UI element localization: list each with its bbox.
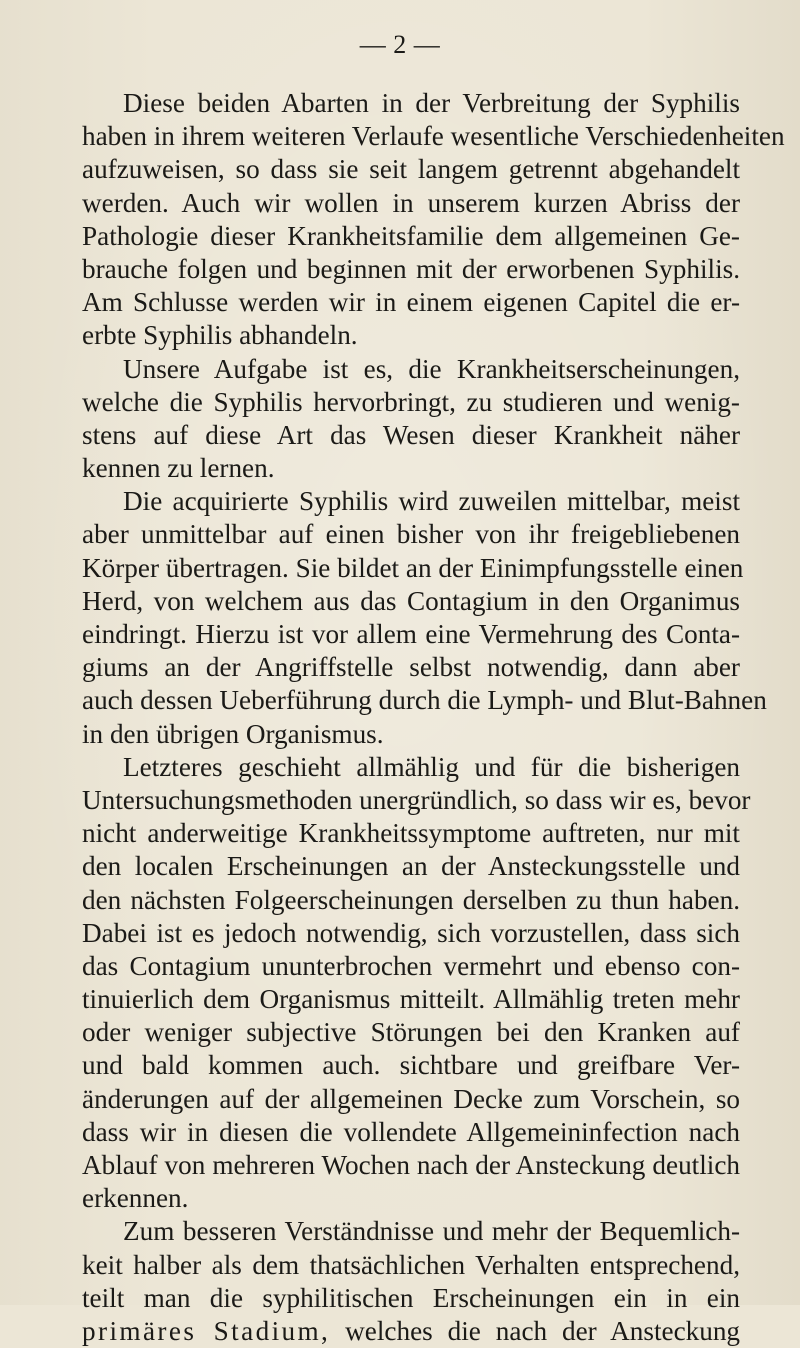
text-line: Körper übertragen. Sie bildet an der Einimpfungsstelle einen [82,552,744,583]
text-line: aber unmittelbar auf einen bisher von ihr freigebliebenen [82,519,740,550]
text-line: das Contagium ununterbrochen vermehrt und ebenso con- [82,950,740,981]
text-line: Pathologie dieser Krankheitsfamilie dem allgemeinen Ge- [82,220,740,251]
text-line: Untersuchungsmethoden unergründlich, so dass wir es, bevor [82,784,751,815]
text-line: oder weniger subjective Störungen bei den Kranken auf [82,1017,740,1048]
text-line: in den übrigen Organismus. [82,718,384,749]
text-line: eindringt. Hierzu ist vor allem eine Vermehrung des Conta- [82,619,740,649]
text-line: teilt man die syphilitischen Erscheinungen ein in ein [82,1282,740,1313]
text-line: Dabei ist es jedoch notwendig, sich vorzustellen, dass sich [82,917,740,948]
text-line: brauche folgen und beginnen mit der erworbenen Syphilis. [82,253,740,284]
text-line: tinuierlich dem Organismus mitteilt. Allmählig treten mehr [82,984,740,1015]
emphasized-term: primäres Stadium, [82,1315,331,1346]
text-line: aufzuweisen, so dass sie seit langem getrennt abgehandelt [82,154,740,185]
text-line: nicht anderweitige Krankheitssymptome auftreten, nur mit [82,818,740,849]
text-line: Ablauf von mehreren Wochen nach der Ansteckung deutlich [82,1150,740,1180]
text-line: stens auf diese Art das Wesen dieser Krankheit näher [82,419,740,450]
text-line: Herd, von welchem aus das Contagium in den Organimus [82,585,740,616]
text-line: auch dessen Ueberführung durch die Lymph- und Blut-Bahnen [82,685,767,716]
text-line-rest: welches die nach der Ansteckung [330,1315,741,1346]
text-line: Unsere Aufgabe ist es, die Krankheitserscheinungen, [123,353,740,384]
text-line: keit halber als dem thatsächlichen Verhalten entsprechend, [82,1249,740,1280]
text-line: änderungen auf der allgemeinen Decke zum Vorschein, so [82,1083,740,1114]
text-line: Zum besseren Verständnisse und mehr der Bequemlich- [123,1216,740,1247]
text-line: Am Schlusse werden wir in einem eigenen Capitel die er- [82,287,740,318]
text-line: werden. Auch wir wollen in unserem kurzen Abriss der [82,187,740,218]
page-number: — 2 — [359,30,441,59]
text-line-final [82,1315,740,1348]
body-text [82,87,785,1348]
text-line: giums an der Angriffstelle selbst notwendig, dann aber [82,652,740,683]
text-line: den nächsten Folgeerscheinungen derselben zu thun haben. [82,884,740,915]
text-line: kennen zu lernen. [82,453,275,484]
text-line: Die acquirierte Syphilis wird zuweilen mittelbar, meist [123,486,740,517]
text-line: den localen Erscheinungen an der Ansteckungsstelle und [82,851,740,882]
text-line: haben in ihrem weiteren Verlaufe wesentliche Verschiedenheiten [82,121,785,152]
text-line: welche die Syphilis hervorbringt, zu studieren und wenig- [82,386,740,417]
text-line: Letzteres geschieht allmählig und für die bisherigen [123,751,740,782]
text-line: und bald kommen auch. sichtbare und greifbare Ver- [82,1050,740,1081]
text-line: Diese beiden Abarten in der Verbreitung der Syphilis [123,88,740,118]
text-line: erbte Syphilis abhandeln. [82,320,358,351]
text-line: dass wir in diesen die vollendete Allgemeininfection nach [82,1116,740,1147]
text-line: erkennen. [82,1183,189,1214]
